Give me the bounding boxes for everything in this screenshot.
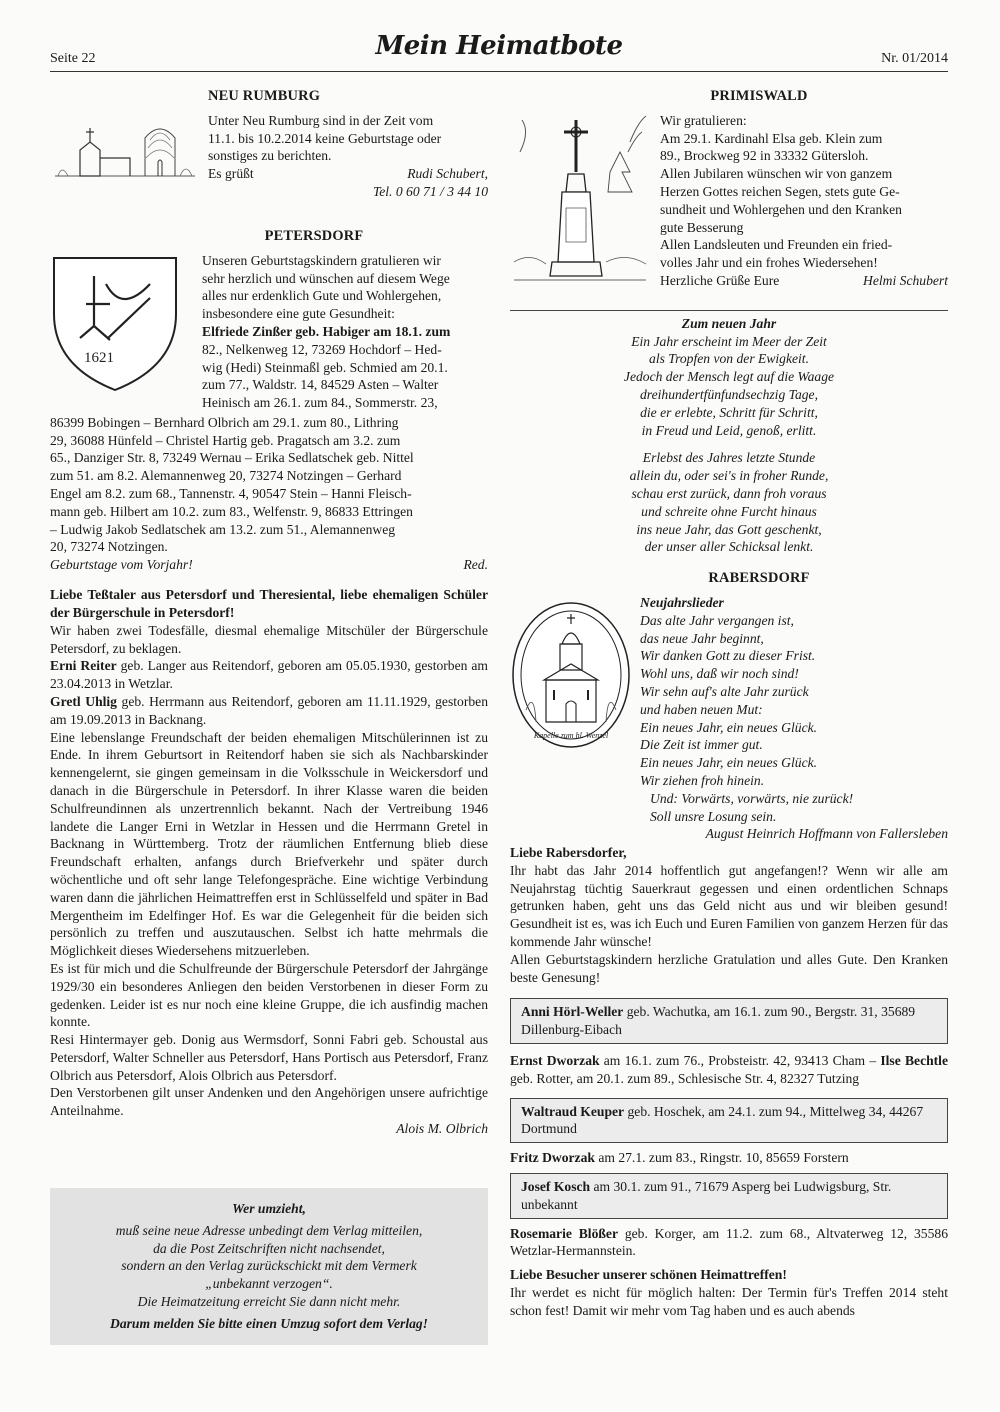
- ernst-dworzak-name: Ernst Dworzak: [510, 1052, 600, 1068]
- poem-s2-line-1: Erlebst des Jahres letzte Stunde: [642, 450, 816, 466]
- primiswald-line-4: Allen Jubilaren wünschen wir von ganzem: [660, 166, 893, 182]
- rabersdorf-greeting-text: Ihr habt das Jahr 2014 hoffentlich gut angefangen!? Wenn wir alle am Neujahrstag tüchtig Sauerkraut gegessen und einen ordentlichen Schnaps getrunken haben, geht uns das Geld nicht aus und wir bleiben gesund! Gesundheit ist es, was ich Euch und Euren Familien von ganzem Herzen für das kommende Jahr wünsche!: [510, 862, 948, 949]
- petersdorf-narrow-text: [202, 252, 488, 412]
- erni-name: Erni Reiter: [50, 658, 117, 674]
- section-petersdorf: [50, 228, 488, 574]
- rabersdorf-greeting-text-2: Allen Geburtstagskindern herzliche Gratulation und alles Gute. Den Kranken beste Genesung!: [510, 951, 948, 985]
- neujahrslieder-line-10: Wir ziehen froh hinein.: [640, 772, 765, 788]
- birthday-fritz-dworzak: [510, 1149, 948, 1167]
- primiswald-line-8: Allen Landsleuten und Freunden ein fried-: [660, 237, 893, 253]
- petersdorf-line-6: 82., Nelkenweg 12, 73269 Hochdorf – Hed-: [202, 341, 442, 357]
- ilse-bechtle-name: Ilse Bechtle: [880, 1052, 948, 1068]
- primiswald-line-3: 89., Brockweg 92 in 33332 Gütersloh.: [660, 148, 869, 164]
- primiswald-line-5: Herzen Gottes reichen Segen, stets gute Ge-: [660, 183, 900, 199]
- primiswald-line-6: sundheit und Wohlergehen und den Kranken: [660, 201, 902, 217]
- box1-details: geb. Wachutka, am 16.1. zum 90., Bergstr. 31, 35689 Dillenburg-Eibach: [521, 1004, 916, 1038]
- neu-rumburg-author: Rudi Schubert,: [407, 166, 488, 182]
- poem-s2-line-6: der unser aller Schicksal lenkt.: [644, 539, 814, 555]
- neujahrslieder-title: Neujahrslieder: [640, 594, 724, 610]
- rabersdorf-greeting-title: Liebe Rabersdorfer,: [510, 844, 627, 860]
- chapel-seal-icon: [510, 600, 632, 750]
- petersdorf-wide-7: – Ludwig Jakob Sedlatschek am 13.2. zum 51., Alemannenweg: [50, 521, 396, 537]
- tesstaler-condolence: Den Verstorbenen gilt unser Andenken und den Angehörigen unsere aufrichtige Anteilnahme.: [50, 1085, 488, 1119]
- poem-s1-line-5: die er erlebte, Schritt für Schritt,: [640, 404, 818, 420]
- primiswald-line-9: volles Jahr und ein frohes Wiedersehen!: [660, 255, 878, 271]
- petersdorf-line-3: alles nur erdenklich Gute und Wohlergehen,: [202, 288, 442, 304]
- tesstaler-headline: Liebe Teßtaler aus Petersdorf und Theresiental, liebe ehemaligen Schüler der Bürgerschule in Petersdorf!: [50, 587, 488, 620]
- petersdorf-wide-text: [50, 414, 488, 574]
- cross-monument-icon: [510, 112, 650, 292]
- tesstaler-gretl: [50, 693, 488, 729]
- heimattreffen-title: Liebe Besucher unserer schönen Heimattreffen!: [510, 1267, 787, 1283]
- page-number: Seite 22: [50, 51, 96, 66]
- tesstaler-body-4: [50, 1084, 488, 1120]
- neu-rumburg-line-3: sonstiges zu berichten.: [208, 148, 332, 164]
- masthead-logo: Mein Heimatbote: [375, 31, 623, 61]
- moving-notice-line-2: da die Post Zeitschriften nicht nachsendet,: [153, 1240, 385, 1256]
- neujahrslieder-line-11: Und: Vorwärts, vorwärts, nie zurück!: [650, 790, 854, 806]
- gretl-details: geb. Herrmann aus Reitendorf, geboren am 11.11.1929, gestorben am 19.09.2013 in Backnang.: [50, 693, 488, 727]
- neujahrslieder-poem: [640, 594, 948, 843]
- fritz-dworzak-name: Fritz Dworzak: [510, 1150, 595, 1166]
- box1-name: Anni Hörl-Weller: [521, 1004, 624, 1020]
- issue-number: Nr. 01/2014: [881, 51, 948, 66]
- rabersdorf-title: RABERSDORF: [708, 570, 810, 587]
- ilse-bechtle-details: geb. Rotter, am 20.1. zum 89., Schlesische Str. 4, 82327 Tutzing: [510, 1070, 860, 1086]
- divider-rule: [510, 310, 948, 311]
- petersdorf-wide-4: zum 51. am 8.2. Alemannenweg 20, 73274 Notzingen – Gerhard: [50, 468, 402, 484]
- left-column: [50, 88, 488, 1138]
- chapel-sketch-icon: [50, 118, 200, 180]
- box2-name: Waltraud Keuper: [521, 1103, 625, 1119]
- neujahrslieder-line-9: Ein neues Jahr, ein neues Glück.: [640, 755, 818, 771]
- moving-notice-line-5: Die Heimatzeitung erreicht Sie dann nicht mehr.: [137, 1293, 401, 1309]
- petersdorf-wide-3: 65., Danziger Str. 8, 73249 Wernau – Erika Sedlatschek geb. Nittel: [50, 450, 414, 466]
- section-primiswald: [510, 88, 948, 290]
- birthday-box-hoerl-weller: [510, 998, 948, 1044]
- tesstaler-body-3: Resi Hintermayer geb. Donig aus Wermsdorf, Sonni Fabri geb. Schoustal aus Petersdorf, Walter Schneller aus Petersdorf, Hans Portisch aus Petersdorf, Franz Olbrich aus Petersdorf, Alois Olbrich aus Petersdorf.: [50, 1032, 488, 1083]
- poem-s1-line-2: als Tropfen von der Ewigkeit.: [649, 351, 809, 367]
- primiswald-line-2: Am 29.1. Kardinahl Elsa geb. Klein zum: [660, 130, 883, 146]
- box2-details: geb. Hoschek, am 24.1. zum 94., Mittelweg 34, 44267 Dortmund: [521, 1103, 924, 1137]
- section-neu-rumburg: [50, 88, 488, 200]
- neu-rumburg-line-1: Unter Neu Rumburg sind in der Zeit vom: [208, 112, 434, 128]
- neu-rumburg-phone: Tel. 0 60 71 / 3 44 10: [372, 184, 488, 200]
- poem-s2-line-3: schau erst zurück, dann froh voraus: [631, 485, 827, 501]
- gretl-name: Gretl Uhlig: [50, 693, 117, 709]
- primiswald-closing: Herzliche Grüße Eure: [660, 272, 780, 288]
- birthday-box-kosch: [510, 1173, 948, 1219]
- neu-rumburg-line-2: 11.1. bis 10.2.2014 keine Geburtstage oder: [208, 130, 442, 146]
- poem-s2-line-2: allein du, oder sei's in froher Runde,: [629, 468, 829, 484]
- poem-s1-line-1: Ein Jahr erscheint im Meer der Zeit: [631, 333, 827, 349]
- petersdorf-line-5: Elfriede Zinßer geb. Habiger am 18.1. zum: [202, 323, 451, 339]
- primiswald-line-7: gute Besserung: [660, 219, 744, 235]
- right-column: [510, 88, 948, 1319]
- page-header: [50, 31, 948, 70]
- petersdorf-line-8: zum 77., Waldstr. 14, 84529 Asten – Walter: [202, 377, 439, 393]
- poem-title: Zum neuen Jahr: [681, 315, 777, 331]
- petersdorf-line-1: Unseren Geburtstagskindern gratulieren wir: [202, 252, 441, 268]
- heimattreffen-text: Ihr werdet es nicht für möglich halten: Der Termin für's Treffen 2014 steht schon fest! Damit wir mehr vom Tag haben und es auch abends: [510, 1284, 948, 1318]
- rosemarie-bloesser-name: Rosemarie Blößer: [510, 1225, 618, 1241]
- tesstaler-intro: Wir haben zwei Todesfälle, diesmal ehemalige Mitschüler der Bürgerschule Petersdorf, zu beklagen.: [50, 622, 488, 656]
- neujahrslieder-line-2: das neue Jahr beginnt,: [640, 630, 764, 646]
- erni-details: geb. Langer aus Reitendorf, geboren am 05.05.1930, gestorben am 23.04.2013 in Wetzlar.: [50, 658, 488, 692]
- petersdorf-wide-1: 86399 Bobingen – Bernhard Olbrich am 29.1. zum 80., Lithring: [50, 414, 399, 430]
- petersdorf-title: PETERSDORF: [264, 228, 364, 244]
- poem-s2-line-4: und schreite ohne Furcht hinaus: [641, 503, 817, 519]
- petersdorf-line-9: Heinisch am 26.1. zum 84., Sommerstr. 23,: [202, 395, 438, 411]
- neujahrslieder-line-1: Das alte Jahr vergangen ist,: [640, 612, 794, 628]
- neujahrslieder-line-8: Die Zeit ist immer gut.: [640, 737, 763, 753]
- section-tesstaler: [50, 586, 488, 1138]
- header-rule: [50, 71, 948, 72]
- box3-name: Josef Kosch: [521, 1178, 591, 1194]
- birthday-dworzak-bechtle: [510, 1052, 948, 1088]
- poem-s2-line-5: ins neue Jahr, das Gott geschenkt,: [636, 521, 822, 537]
- birthday-bloesser: [510, 1225, 948, 1261]
- moving-notice-closing: Darum melden Sie bitte einen Umzug sofort dem Verlag!: [110, 1315, 428, 1331]
- poem-s1-line-4: dreihundertfünfundsechzig Tage,: [640, 386, 818, 402]
- poem-zum-neuen-jahr: [510, 315, 948, 556]
- rabersdorf-greeting: [510, 844, 948, 986]
- moving-notice-box: [50, 1188, 488, 1345]
- tesstaler-body-2: Es ist für mich und die Schulfreunde der Bürgerschule Petersdorf der Jahrgänge 1929/30 ein besonderes Anliegen den beiden Verstorbenen in dieser Form zu gedenken. Leider ist es nur noch eine kleine Gruppe, die ich ausfindig machen konnte.: [50, 960, 488, 1030]
- petersdorf-wide-5: Engel am 8.2. zum 68., Tannenstr. 4, 90547 Stein – Hanni Fleisch-: [50, 485, 412, 501]
- petersdorf-footnote: Geburtstage vom Vorjahr!: [50, 557, 193, 573]
- fritz-dworzak-details: am 27.1. zum 83., Ringstr. 10, 85659 Forstern: [594, 1150, 849, 1166]
- tesstaler-body-1: Eine lebenslange Freundschaft der beiden ehemaligen Mitschülerinnen ist zu Ende. In ihrem Geburtsort in Reitendorf haben sie sich als Nachbarskinder kennengelernt, sie gingen gemeinsam in die Volksschule in Weickersdorf und danach in die Bürgerschule in Petersdorf. In ihrer Klasse waren die beiden Schulfreundinnen als unzertrennlich bekannt. Nach der Vertreibung 1946 landete die Langer Erni in Wetzlar in Hessen und die Herrmann Gretel in Backnang in Württemberg. Trotz der räumlichen Entfernung blieb diese Freundschaft erhalten, anfangs durch Briefverkehr und später durch wöchentliche und oft sehr lange Telefongespräche. Eine wichtige Verbindung waren dann die jährlichen Heimattreffen erst in Schlüsselfeld und später in Bad Mergentheim im Edelfinger Hof. Es war die Gelegenheit für die beiden sich persönlich zu treffen und auszutauschen. Selbst ich hatte mehrmals die Möglichkeit dieses Wiedersehens mitzuerleben.: [50, 729, 488, 959]
- moving-notice-line-3: sondern an den Verlag zurückschickt mit dem Vermerk: [121, 1258, 417, 1274]
- petersdorf-line-4: insbesondere eine gute Gesundheit:: [202, 306, 395, 322]
- neujahrslieder-line-4: Wohl uns, daß wir noch sind!: [640, 666, 799, 682]
- petersdorf-wide-2: 29, 36088 Hünfeld – Christel Hartig geb. Pragatsch am 3.2. zum: [50, 432, 401, 448]
- neu-rumburg-text: [208, 88, 488, 201]
- heimattreffen-notice: [510, 1266, 948, 1319]
- petersdorf-editor: Red.: [463, 557, 488, 573]
- tesstaler-erni: [50, 657, 488, 693]
- primiswald-author: Helmi Schubert: [863, 272, 948, 288]
- neu-rumburg-greeting: Es grüßt: [208, 166, 254, 182]
- moving-notice-line-1: muß seine neue Adresse unbedingt dem Verlag mitteilen,: [115, 1222, 423, 1238]
- box3-details: am 30.1. zum 91., 71679 Asperg bei Ludwigsburg, Str. unbekannt: [521, 1178, 892, 1212]
- primiswald-line-1: Wir gratulieren:: [660, 112, 747, 128]
- rosemarie-bloesser-details: geb. Korger, am 11.2. zum 68., Altvaterweg 12, 35586 Wetzlar-Hermannstein.: [510, 1225, 948, 1259]
- neujahrslieder-author: August Heinrich Hoffmann von Fallersleben: [705, 826, 948, 842]
- petersdorf-line-7: wig (Hedi) Steinmaßl geb. Schmied am 20.1.: [202, 359, 448, 375]
- neujahrslieder-line-12: Soll unsre Losung sein.: [650, 808, 777, 824]
- moving-notice-title: Wer umzieht,: [232, 1201, 306, 1216]
- crest-year: 1621: [84, 349, 114, 366]
- poem-s1-line-3: Jedoch der Mensch legt auf die Waage: [623, 369, 835, 385]
- section-rabersdorf: [510, 570, 948, 1319]
- neujahrslieder-line-6: und haben neuen Mut:: [640, 701, 763, 717]
- petersdorf-crest-icon: [50, 254, 180, 394]
- seal-inscription: Kapelle zum hl. Wenzel: [533, 730, 609, 740]
- primiswald-title: PRIMISWALD: [710, 88, 808, 104]
- petersdorf-line-2: sehr herzlich und wünschen auf diesem Wege: [202, 270, 450, 286]
- ernst-dworzak-details: am 16.1. zum 76., Probsteistr. 42, 93413 Cham –: [599, 1052, 881, 1068]
- birthday-box-keuper: [510, 1098, 948, 1144]
- petersdorf-wide-6: mann geb. Hilbert am 10.2. zum 83., Welfenstr. 9, 86833 Ettringen: [50, 503, 413, 519]
- petersdorf-wide-8: 20, 73274 Notzingen.: [50, 539, 168, 555]
- neujahrslieder-line-7: Ein neues Jahr, ein neues Glück.: [640, 719, 818, 735]
- moving-notice-line-4: „unbekannt verzogen“.: [205, 1276, 333, 1292]
- neujahrslieder-line-3: Wir danken Gott zu dieser Frist.: [640, 648, 816, 664]
- tesstaler-signature: Alois M. Olbrich: [396, 1121, 488, 1137]
- neujahrslieder-line-5: Wir sehn auf's alte Jahr zurück: [640, 683, 809, 699]
- poem-s1-line-6: in Freud und Leid, genoß, erlitt.: [641, 422, 817, 438]
- primiswald-text: [660, 112, 948, 290]
- neu-rumburg-title: NEU RUMBURG: [208, 88, 321, 104]
